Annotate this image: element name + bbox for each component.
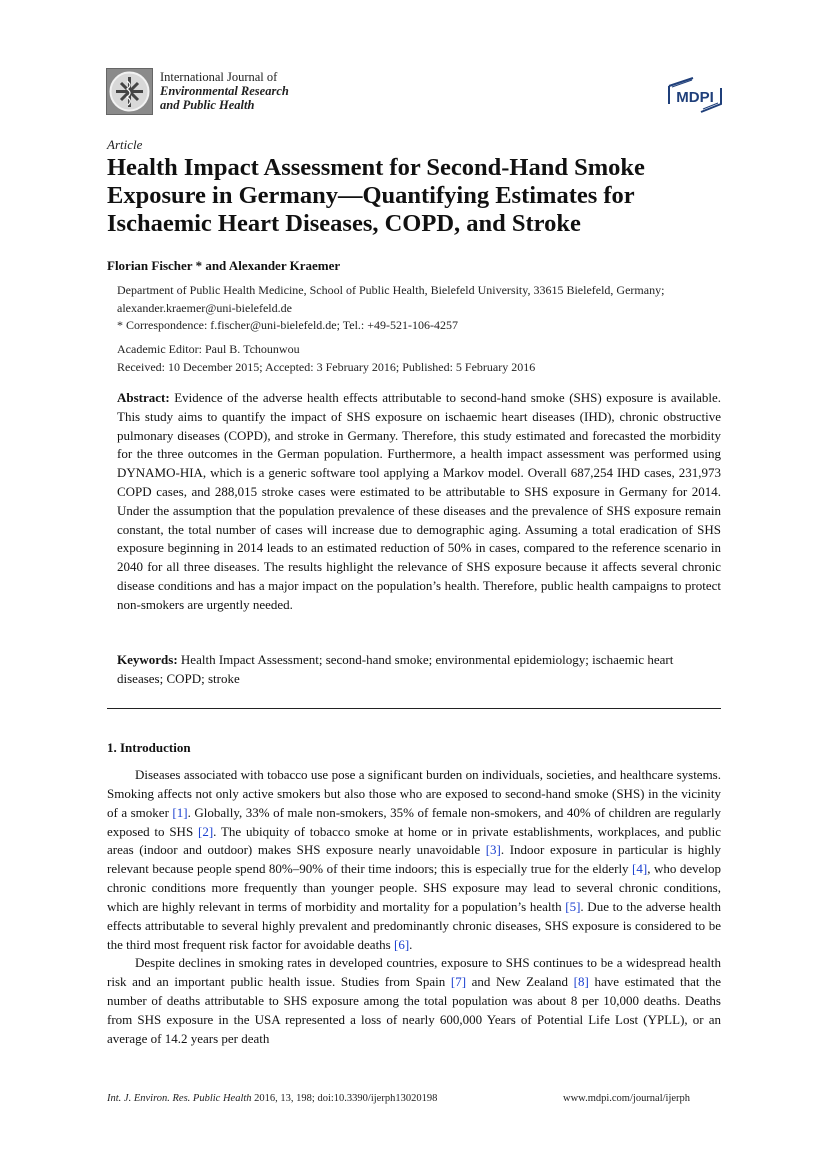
abstract-label: Abstract: [117,390,170,405]
keywords-label: Keywords: [117,652,178,667]
paragraph-2 [107,954,721,1048]
text-run: Diseases associated with tobacco use pose a significant burden on individuals, societies, and healthcare systems. Smoking affects not only active smokers but also those who are exposed to second-hand smoke (SHS) in the vicinity of a smoker [107,767,721,820]
affiliation-block [117,282,727,335]
text-run: , who develop chronic conditions more frequently than younger people. SHS exposure may lead to several chronic conditions, which are highly relevant in terms of morbidity and mortality for a population’s health [107,861,721,914]
footer-citation [107,1093,437,1104]
introduction-body [107,766,721,1049]
journal-name-line3: and Public Health [160,98,255,112]
journal-name-line2: Environmental Research [160,84,289,98]
page-title: Health Impact Assessment for Second-Hand Smoke Exposure in Germany—Quantifying Estimates for Ischaemic Heart Diseases, COPD, and Stroke [107,154,645,237]
text-run: . [409,936,413,952]
affiliation: Department of Public Health Medicine, School of Public Health, Bielefeld University, 33615 Bielefeld, Germany; alexander.kraemer@uni-bielefeld.de [117,283,665,315]
mdpi-logo-icon [665,76,725,114]
keywords-text: Health Impact Assessment; second-hand smoke; environmental epidemiology; ischaemic heart diseases; COPD; stroke [117,652,674,686]
journal-emblem-icon [106,68,153,115]
section-heading: 1. Introduction [107,740,191,755]
citation-link-5[interactable]: [5] [565,898,581,914]
abstract-text: Evidence of the adverse health effects attributable to second-hand smoke (SHS) exposure is available. This study aims to quantify the impact of SHS exposure on ischaemic heart diseases (IHD), chronic obstructive pulmonary diseases (COPD), and stroke in Germany. Therefore, this study estimated and forecasted the morbidity for the three outcomes in the German population. Furthermore, a health impact assessment was performed using DYNAMO-HIA, which is a generic software tool applying a Markov model. Overall 687,254 IHD cases, 231,973 COPD cases, and 288,015 stroke cases were estimated to be attributable to SHS exposure in Germany for 2014. Under the assumption that the population prevalence of these diseases and the prevalence of SHS exposure remain constant, the total number of cases will increase due to demographic aging. Assuming a total eradication of SHS exposure beginning in 2014 leads to an estimated reduction of 50% in cases, compared to the reference scenario in 2040 for all three diseases. The results highlight the relevance of SHS exposure because it affects several chronic disease conditions and has a major impact on the population’s health. Therefore, public health campaigns to protect non-smokers are urgently needed. [117,390,721,612]
citation-link-3[interactable]: [3] [485,842,501,858]
text-run: have estimated that the number of deaths attributable to SHS exposure among the total population was about 8 per 10,000 deaths. Deaths from SHS exposure in the USA represented a loss of nearly 600,000 Years of Potential Life Lost (YPLL), or an average of 14.2 years per death [107,974,721,1046]
citation-link-2[interactable]: [2] [197,823,214,839]
text-run: . Due to the adverse health effects attributable to several highly prevalent and predominantly chronic diseases, SHS exposure is considered to be the third most frequent risk factor for avoidable deaths [107,898,721,952]
academic-editor: Academic Editor: Paul B. Tchounwou [117,342,300,356]
text-run: Despite declines in smoking rates in developed countries, exposure to SHS continues to be a widespread health risk and an important public health issue. Studies from Spain [107,955,721,990]
authors: Florian Fischer * and Alexander Kraemer [107,258,341,273]
abstract [117,389,721,615]
journal-name-line1: International Journal of [160,70,278,84]
keywords [117,651,721,689]
citation-link-1[interactable]: [1] [172,804,188,820]
journal-url-link[interactable]: www.mdpi.com/journal/ijerph [563,1093,691,1104]
text-run: and New Zealand [466,974,574,990]
citation-details: 2016, 13, 198; doi:10.3390/ijerph13020198 [251,1093,438,1104]
text-run: . Globally, 33% of male non-smokers, 35% of female non-smokers, and 40% of children are regularly exposed to SHS [107,804,721,839]
journal-name [160,70,289,112]
section-divider [107,708,721,709]
correspondence: * Correspondence: f.fischer@uni-bielefeld.de; Tel.: +49-521-106-4257 [117,318,458,332]
publication-dates: Received: 10 December 2015; Accepted: 3 February 2016; Published: 5 February 2016 [117,359,536,374]
paragraph-1 [107,766,721,954]
citation-link-6[interactable]: [6] [394,936,410,952]
article-type: Article [107,137,143,152]
citation-link-4[interactable]: [4] [632,861,648,877]
svg-text:MDPI: MDPI [676,89,714,106]
citation-link-8[interactable]: [8] [573,974,589,990]
citation-link-7[interactable]: [7] [450,974,467,990]
journal-abbrev: Int. J. Environ. Res. Public Health [107,1093,252,1104]
editor-dates-block [117,341,535,376]
text-run: . The ubiquity of tobacco smoke at home or in private establishments, workplaces, and public areas (indoor and outdoor) makes SHS exposure nearly unavoidable [107,823,722,858]
text-run: . Indoor exposure in particular is highly relevant because people spend 80%–90% of their time indoors; this is especially true for the elderly [107,842,721,877]
